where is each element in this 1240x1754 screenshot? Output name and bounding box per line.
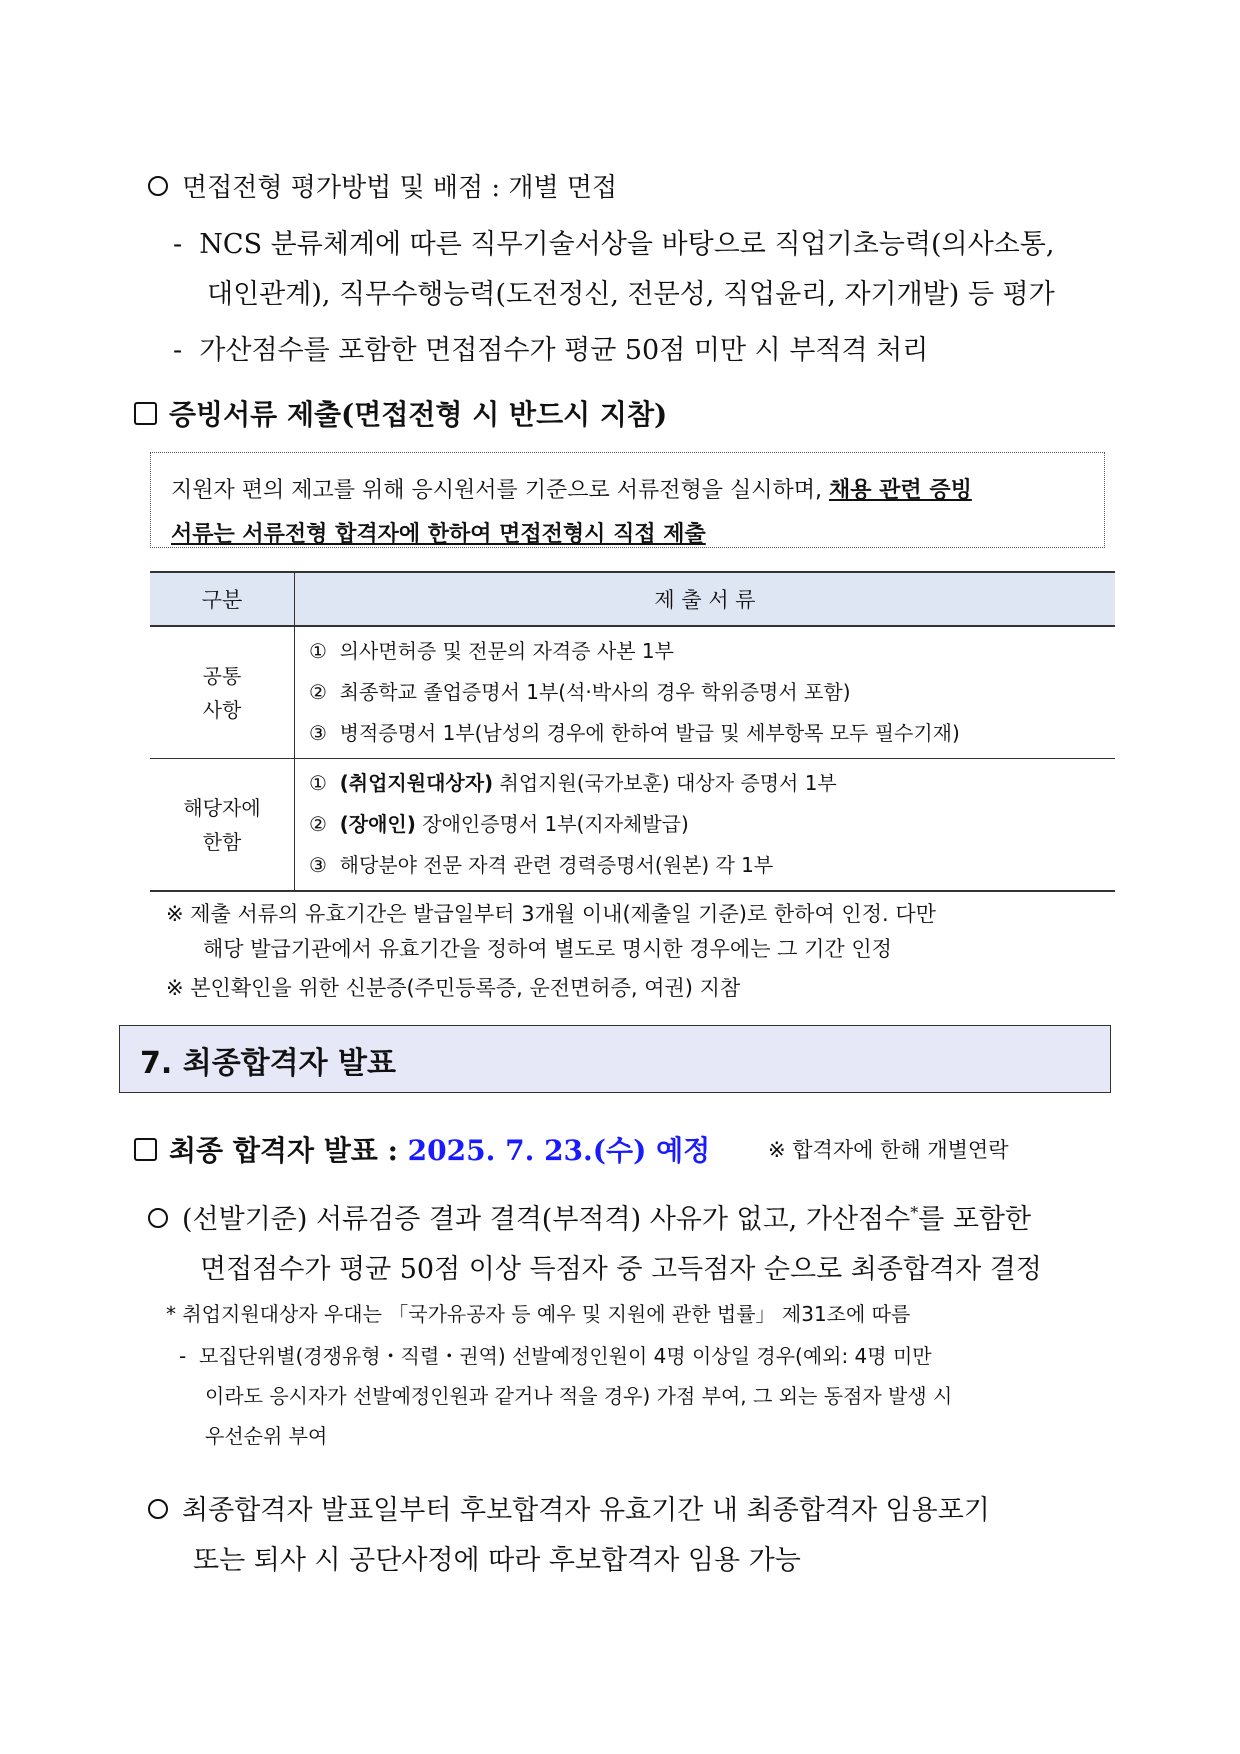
note-2: ※ 본인확인을 위한 신분증(주민등록증, 운전면허증, 여권) 지참 <box>166 976 741 1000</box>
announce-date: 2025. 7. 23.(수) 예정 <box>407 1134 711 1167</box>
note-1-cont: 해당 발급기관에서 유효기간을 정하여 별도로 명시한 경우에는 그 기간 인정 <box>203 937 892 961</box>
criteria-line-2: 면접점수가 평균 50점 이상 득점자 중 고득점자 순으로 최종합격자 결정 <box>200 1254 1042 1285</box>
items-cell <box>295 626 1116 759</box>
note-1: ※ 제출 서류의 유효기간은 발급일부터 3개월 이내(제출일 기준)로 한하여 인정. 다만 <box>166 902 936 926</box>
reserve-line-2: 또는 퇴사 시 공단사정에 따라 후보합격자 임용 가능 <box>193 1545 801 1576</box>
list-item: ③ 해당분야 전문 자격 관련 경력증명서(원본) 각 1부 <box>309 853 774 877</box>
list-item: ① (취업지원대상자) 취업지원(국가보훈) 대상자 증명서 1부 <box>309 771 837 795</box>
notice-emphasis-2: 서류는 서류전형 합격자에 한하여 면접전형시 직접 제출 <box>171 522 706 547</box>
docs-heading: 증빙서류 제출(면접전형 시 반드시 지참) <box>134 393 667 433</box>
criteria-line-1: (선발기준) 서류검증 결과 결격(부적격) 사유가 없고, 가산점수*를 포함한 <box>148 1197 1031 1236</box>
list-item: ② (장애인) 장애인증명서 1부(지자체발급) <box>309 812 689 836</box>
documents-table <box>150 571 1115 892</box>
sub-item-cont: 우선순위 부여 <box>205 1424 328 1448</box>
announce-note: ※ 합격자에 한해 개별연락 <box>768 1138 1009 1162</box>
category-cell: 공통 사항 <box>150 626 295 759</box>
table-header-row <box>150 572 1115 626</box>
square-bullet-icon <box>134 402 157 425</box>
items-cell <box>295 759 1116 892</box>
notice-text: 지원자 편의 제고를 위해 응시원서를 기준으로 서류전형을 실시하며, <box>171 478 823 503</box>
list-item: ② 최종학교 졸업증명서 1부(석·박사의 경우 학위증명서 포함) <box>309 680 851 704</box>
footnote: * 취업지원대상자 우대는 「국가유공자 등 예우 및 지원에 관한 법률」 제31조에 따름 <box>166 1302 911 1326</box>
sub-item-cont: 이라도 응시자가 선발예정인원과 같거나 적을 경우) 가점 부여, 그 외는 동점자 발생 시 <box>205 1384 953 1408</box>
col-header-documents: 제 출 서 류 <box>295 572 1116 626</box>
col-header-category: 구분 <box>150 572 295 626</box>
interview-item-2: - 가산점수를 포함한 면접점수가 평균 50점 미만 시 부적격 처리 <box>173 335 929 366</box>
table-row <box>150 759 1115 892</box>
reserve-line-1: 최종합격자 발표일부터 후보합격자 유효기간 내 최종합격자 임용포기 <box>148 1488 990 1527</box>
list-item: ① 의사면허증 및 전문의 자격증 사본 1부 <box>309 639 674 663</box>
interview-item-1-cont: 대인관계), 직무수행능력(도전정신, 전문성, 직업윤리, 자기개발) 등 평가 <box>207 279 1055 310</box>
circle-bullet-icon <box>148 1208 168 1228</box>
notice-box <box>150 452 1105 548</box>
section-7-bar <box>119 1025 1111 1093</box>
list-item: ③ 병적증명서 1부(남성의 경우에 한하여 발급 및 세부항목 모두 필수기재) <box>309 721 960 745</box>
category-cell: 해당자에 한함 <box>150 759 295 892</box>
interview-heading: 면접전형 평가방법 및 배점 : 개별 면접 <box>148 167 617 204</box>
circle-bullet-icon <box>148 176 168 196</box>
interview-item-1: - NCS 분류체계에 따른 직무기술서상을 바탕으로 직업기초능력(의사소통, <box>173 229 1055 260</box>
square-bullet-icon <box>134 1138 157 1161</box>
section-7-title: 7. 최종합격자 발표 <box>140 1046 397 1081</box>
announce-line: 최종 합격자 발표 : 2025. 7. 23.(수) 예정 <box>134 1129 710 1169</box>
table-row <box>150 626 1115 759</box>
notice-emphasis-1: 채용 관련 증빙 <box>829 478 972 503</box>
circle-bullet-icon <box>148 1499 168 1519</box>
sub-item: - 모집단위별(경쟁유형・직렬・권역) 선발예정인원이 4명 이상일 경우(예외: 4명 미만 <box>179 1344 932 1368</box>
